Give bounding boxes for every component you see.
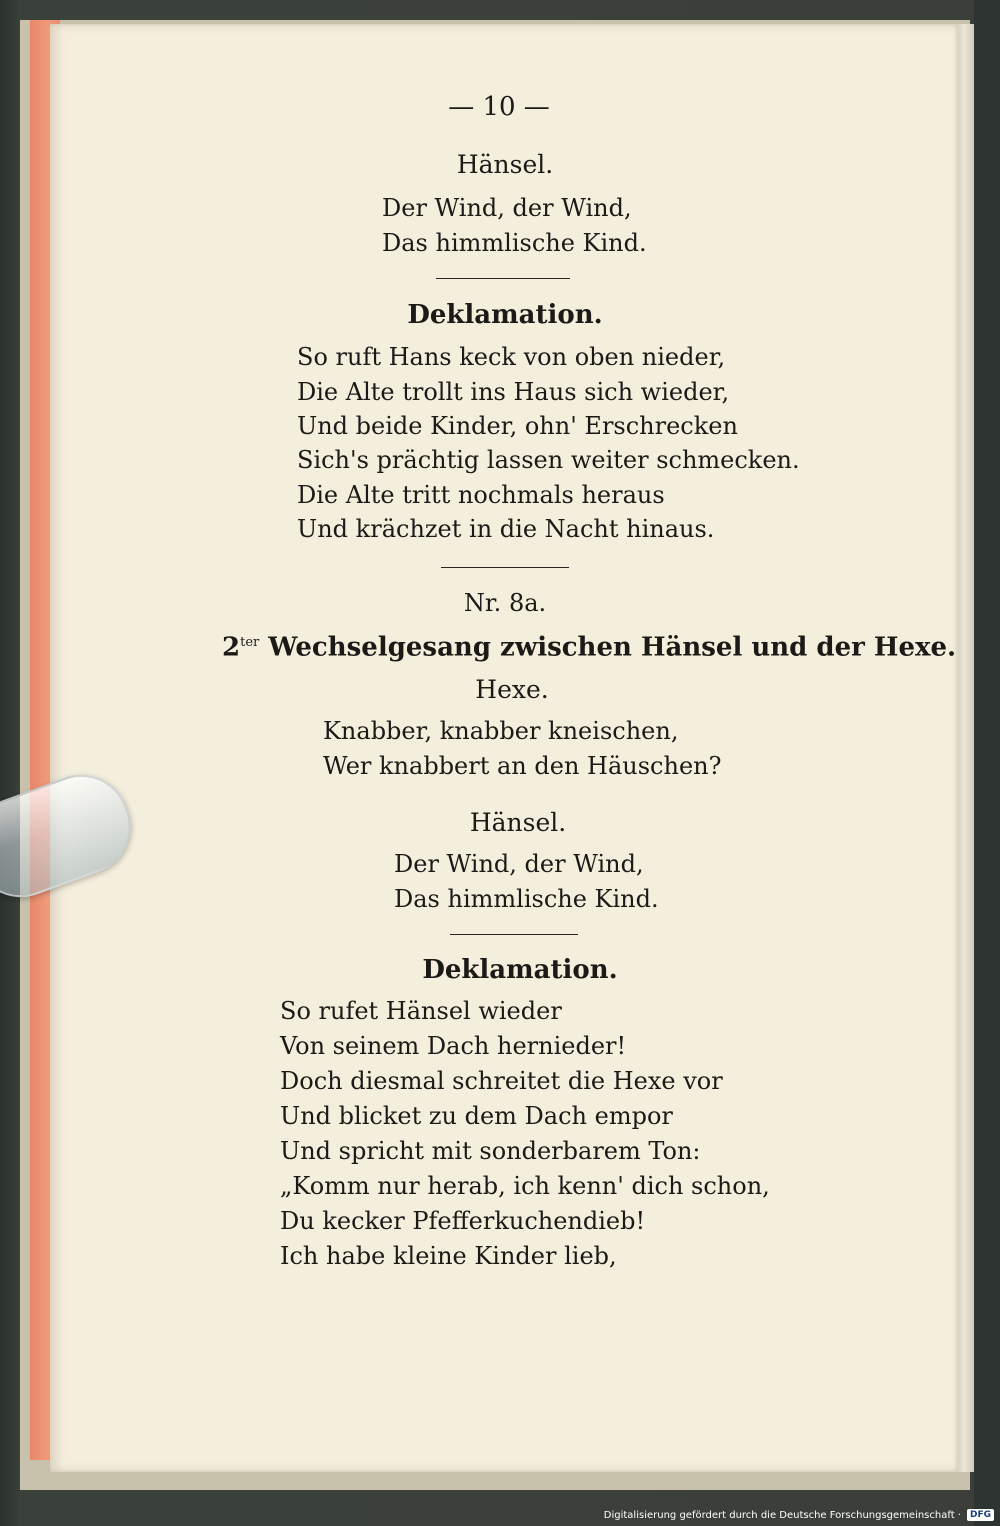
page-number: — 10 —: [448, 92, 550, 122]
divider: [450, 934, 578, 935]
divider: [436, 278, 570, 279]
verse-line: Das himmlische Kind.: [382, 229, 647, 257]
verse-line: Die Alte tritt nochmals heraus: [297, 481, 665, 509]
verse-line: „Komm nur herab, ich kenn' dich schon,: [280, 1172, 770, 1200]
verse-line: Du kecker Pfefferkuchendieb!: [280, 1207, 646, 1235]
verse-line: So rufet Hänsel wieder: [280, 997, 562, 1025]
verse-line: Ich habe kleine Kinder lieb,: [280, 1242, 617, 1270]
speaker-haensel: Hänsel.: [456, 150, 554, 179]
song-title: [222, 628, 956, 663]
verse-line: Von seinem Dach hernieder!: [280, 1032, 627, 1060]
piece-number: Nr. 8a.: [463, 589, 547, 617]
verse-line: Knabber, knabber kneischen,: [323, 717, 679, 745]
verse-line: Die Alte trollt ins Haus sich wieder,: [297, 378, 730, 406]
verse-line: Und spricht mit sonderbarem Ton:: [280, 1137, 701, 1165]
verse-line: Das himmlische Kind.: [394, 885, 659, 913]
verse-line: Der Wind, der Wind,: [394, 850, 644, 878]
footer-credit: [604, 1506, 994, 1524]
funding-credit-text: Digitalisierung gefördert durch die Deutsche Forschungsgemeinschaft ·: [603, 1509, 961, 1521]
verse-line: Und beide Kinder, ohn' Erschrecken: [297, 412, 738, 440]
dfg-logo: DFG: [967, 1509, 994, 1521]
verse-line: Sich's prächtig lassen weiter schmecken.: [297, 446, 800, 474]
scan-border: [974, 0, 1000, 1526]
verse-line: Und krächzet in die Nacht hinaus.: [297, 515, 715, 543]
page-edge: [958, 24, 974, 1472]
declamation-heading: Deklamation.: [422, 955, 618, 985]
speaker-hexe: Hexe.: [475, 675, 549, 704]
verse-line: Und blicket zu dem Dach empor: [280, 1102, 673, 1130]
divider: [441, 567, 569, 568]
verse-line: Doch diesmal schreitet die Hexe vor: [280, 1067, 723, 1095]
speaker-haensel: Hänsel.: [469, 808, 567, 837]
verse-line: Wer knabbert an den Häuschen?: [323, 752, 722, 780]
song-title-superscript: ter: [240, 635, 260, 650]
declamation-heading: Deklamation.: [407, 300, 603, 330]
song-title-text: Wechselgesang zwischen Hänsel und der Hexe.: [268, 632, 957, 663]
song-title-prefix: 2: [222, 632, 241, 663]
verse-line: So ruft Hans keck von oben nieder,: [297, 343, 726, 371]
verse-line: Der Wind, der Wind,: [382, 194, 632, 222]
